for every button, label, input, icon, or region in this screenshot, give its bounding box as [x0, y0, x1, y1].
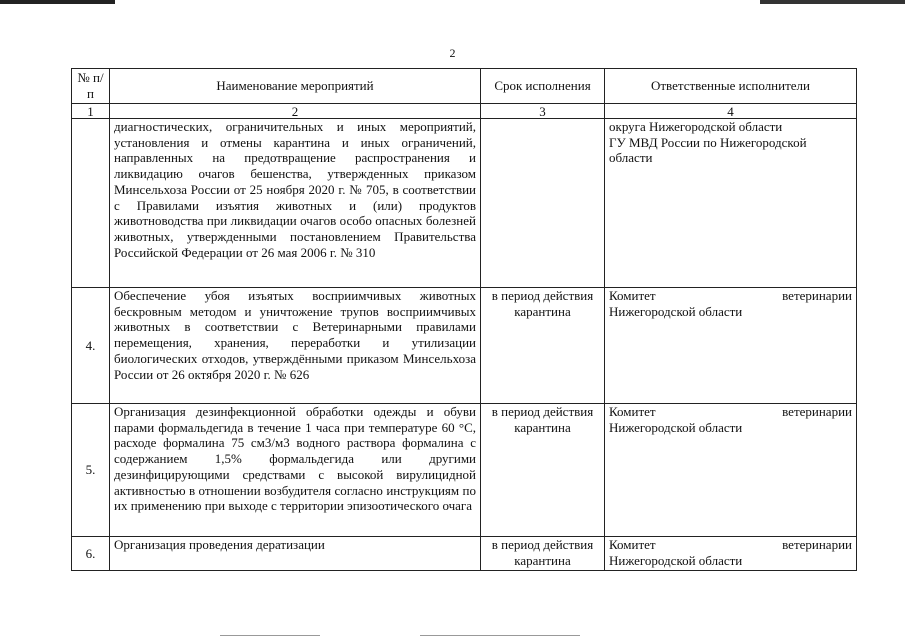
responsible-text: Комитет	[609, 537, 656, 552]
table-row	[72, 404, 857, 537]
measures-table	[71, 68, 857, 571]
responsible-text: ГУ МВД России по Нижегородской области	[609, 134, 807, 166]
term-text: в период действия карантина	[481, 404, 605, 537]
row-number: 6.	[72, 537, 110, 571]
header-responsible: Ответственные исполнители	[605, 69, 857, 104]
row-number	[72, 119, 110, 288]
responsible-cell	[605, 404, 857, 537]
responsible-line	[609, 537, 852, 553]
column-number: 2	[110, 104, 481, 119]
table-header-row	[72, 69, 857, 104]
term-text: в период действия карантина	[481, 537, 605, 571]
column-number: 3	[481, 104, 605, 119]
responsible-line	[609, 404, 852, 420]
responsible-text: Нижегородской области	[609, 419, 743, 435]
responsible-text: Комитет	[609, 288, 656, 303]
column-number: 1	[72, 104, 110, 119]
column-number: 4	[605, 104, 857, 119]
responsible-cell	[605, 288, 857, 404]
table-row	[72, 119, 857, 288]
table-row	[72, 288, 857, 404]
responsible-cell	[605, 119, 857, 288]
responsible-text: Нижегородской области	[609, 303, 743, 319]
responsible-text: Нижегородской области	[609, 552, 743, 568]
table-row	[72, 537, 857, 571]
measure-text: Организация дезинфекционной обработки одежды и обуви парами формальдегида в течение 1 часа при температуре 60 °С, расходе формалина 75 см3/м3 водного раствора формалина с содержанием 1,5% формальдегида или другими дезинфицирующими средствами с высокой вирулицидной активностью в отношении возбудителя согласно инструкциям по их применению при выходе с территории эпизоотического очага	[110, 404, 481, 537]
scan-artifact-line	[220, 635, 320, 636]
measure-text: диагностических, ограничительных и иных мероприятий, установления и отмены карантина и иных ограничений, направленных на предотвращение распространения и ликвидацию очагов бешенства, утвержденных приказом Минсельхоза России от 25 ноября 2020 г. № 705, в соответствии с Правилами изъятия животных и (или) продуктов животноводства при ликвидации очагов особо опасных болезней животных, утвержденными постановлением Правительства Российской Федерации от 26 мая 2006 г. № 310	[110, 119, 481, 288]
responsible-text: округа Нижегородской области	[609, 119, 783, 134]
row-number: 4.	[72, 288, 110, 404]
header-measures: Наименование мероприятий	[110, 69, 481, 104]
responsible-text: Комитет	[609, 404, 656, 419]
term-text: в период действия карантина	[481, 288, 605, 404]
responsible-text: ветеринарии	[782, 537, 852, 552]
responsible-line	[609, 288, 852, 304]
measure-text: Организация проведения дератизации	[110, 537, 481, 571]
page-number: 2	[449, 46, 456, 60]
scan-edge-mark	[760, 0, 905, 4]
responsible-text: ветеринарии	[782, 288, 852, 303]
column-number-row	[72, 104, 857, 119]
scan-edge-mark	[0, 0, 115, 4]
responsible-cell	[605, 537, 857, 571]
row-number: 5.	[72, 404, 110, 537]
header-term: Срок исполнения	[481, 69, 605, 104]
responsible-text: ветеринарии	[782, 404, 852, 419]
header-number: № п/п	[72, 69, 110, 104]
measure-text: Обеспечение убоя изъятых восприимчивых животных бескровным методом и уничтожение трупов восприимчивых животных в соответствии с Ветеринарными правилами перемещения, хранения, переработки и утилизации биологических отходов, утверждёнными приказом Минсельхоза России от 26 октября 2020 г. № 626	[110, 288, 481, 404]
term-text	[481, 119, 605, 288]
scan-artifact-line	[420, 635, 580, 636]
